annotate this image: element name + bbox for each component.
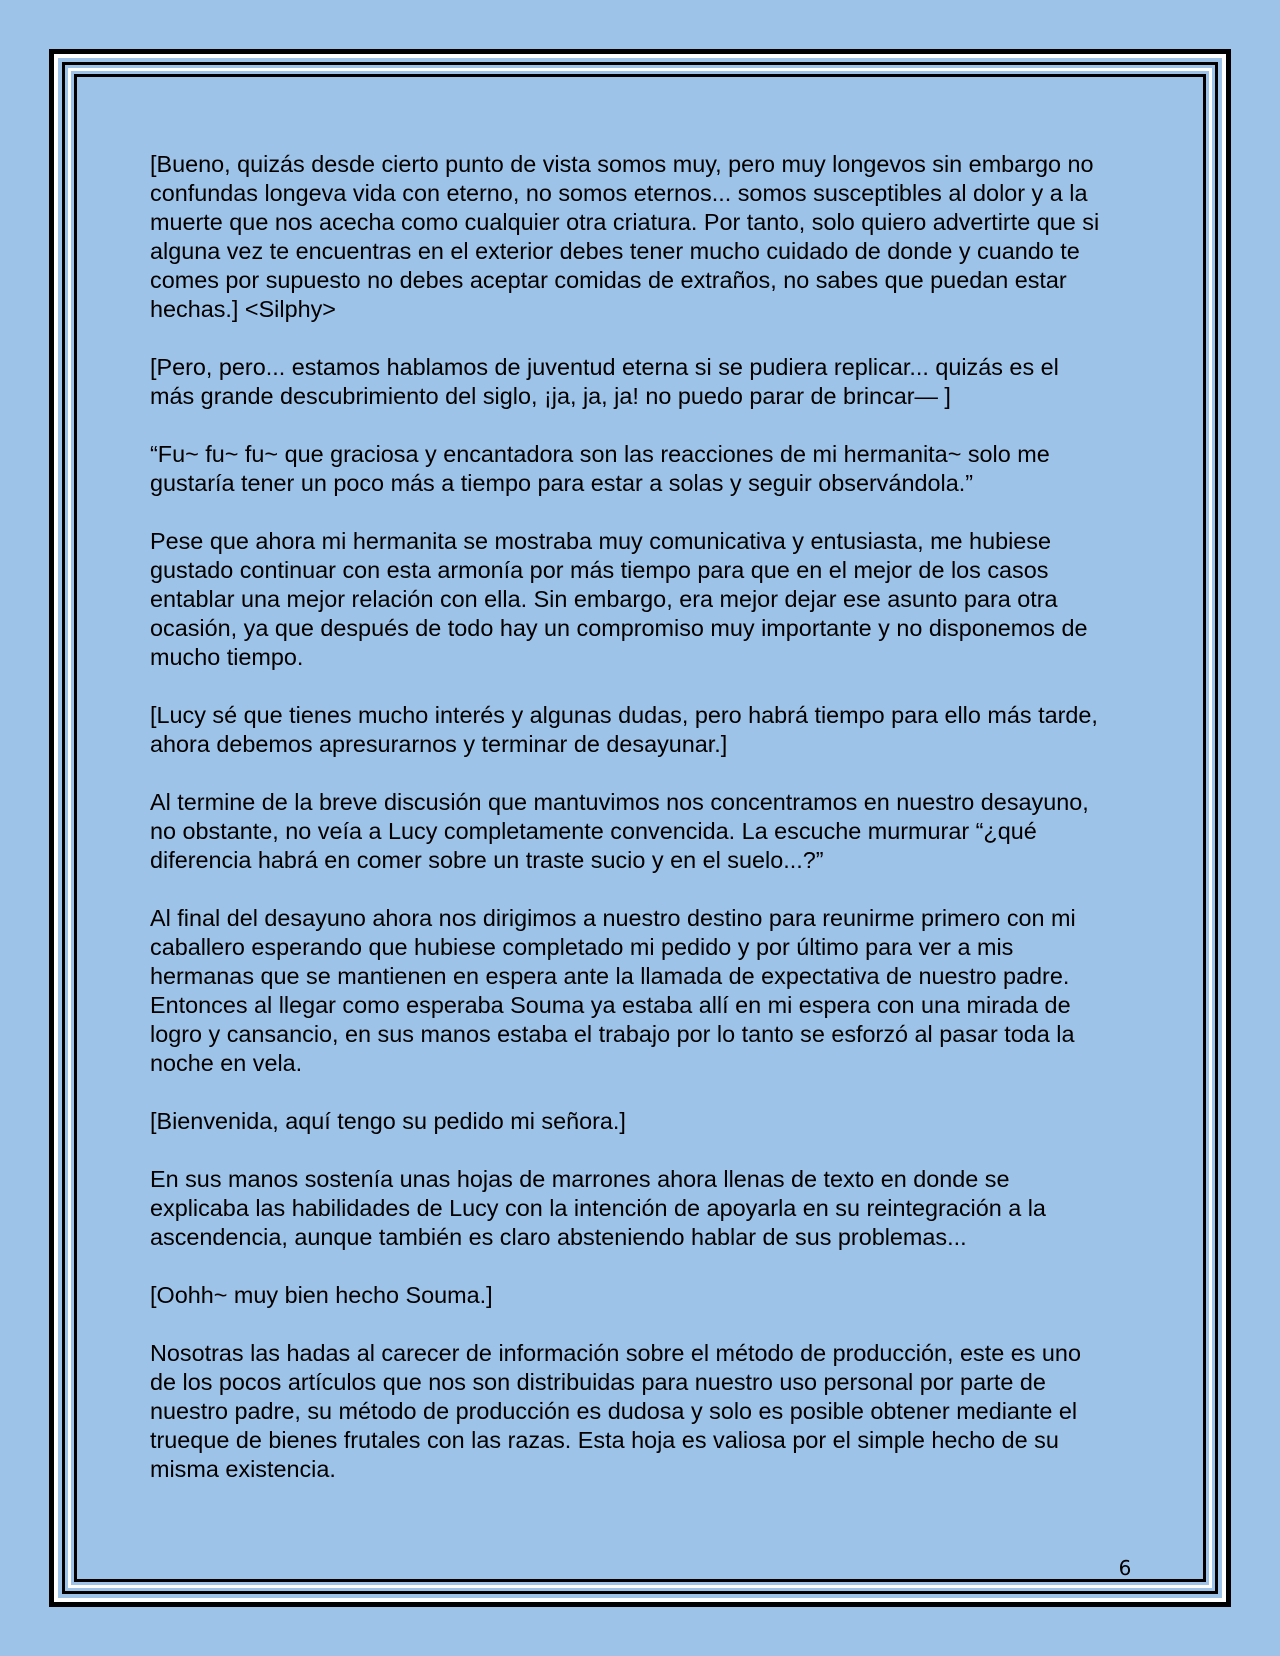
paragraph-3: “Fu~ fu~ fu~ que graciosa y encantadora son las reacciones de mi hermanita~ solo me gustaría tener un poco más a tiempo para estar a solas y seguir observándola.” [150,441,1050,496]
paragraph-7: Al final del desayuno ahora nos dirigimos a nuestro destino para reunirme primero con mi caballero esperando que hubiese completado mi pedido y por último para ver a mis hermanas que se mantienen en espera ante la llamada de expectativa de nuestro padre. Entonces al llegar como esperaba Souma ya estaba allí en mi espera con una mirada de logro y cansancio, en sus manos estaba el trabajo por lo tanto se esforzó al pasar toda la noche en vela. [150,905,1076,1076]
paragraph-5: [Lucy sé que tienes mucho interés y algunas dudas, pero habrá tiempo para ello más tarde, ahora debemos apresurarnos y terminar de desayunar.] [150,702,1098,757]
paragraph-1: [Bueno, quizás desde cierto punto de vista somos muy, pero muy longevos sin embargo no confundas longeva vida con eterno, no somos eternos... somos susceptibles al dolor y a la muerte que nos acecha como cualquier otra criatura. Por tanto, solo quiero advertirte que si alguna vez te encuentras en el exterior debes tener mucho cuidado de donde y cuando te comes por supuesto no debes aceptar comidas de extraños, no sabes que puedan estar hechas.] <Silphy> [150,151,1100,322]
paragraph-9: En sus manos sostenía unas hojas de marrones ahora llenas de texto en donde se explicaba las habilidades de Lucy con la intención de apoyarla en su reintegración a la ascendencia, aunque también es claro absteniendo hablar de sus problemas... [150,1166,1046,1250]
paragraph-4: Pese que ahora mi hermanita se mostraba muy comunicativa y entusiasta, me hubiese gustado continuar con esta armonía por más tiempo para que en el mejor de los casos entablar una mejor relación con ella. Sin embargo, era mejor dejar ese asunto para otra ocasión, ya que después de todo hay un compromiso muy importante y no disponemos de mucho tiempo. [150,528,1088,670]
paragraph-2: [Pero, pero... estamos hablamos de juventud eterna si se pudiera replicar... quizás es el más grande descubrimiento del siglo, ¡ja, ja, ja! no puedo parar de brincar— ] [150,354,1059,409]
paragraph-10: [Oohh~ muy bien hecho Souma.] [150,1282,493,1308]
paragraph-6: Al termine de la breve discusión que mantuvimos nos concentramos en nuestro desayuno, no obstante, no veía a Lucy completamente convencida. La escuche murmurar “¿qué diferencia habrá en comer sobre un traste sucio y en el suelo...?” [150,789,1089,873]
paragraph-8: [Bienvenida, aquí tengo su pedido mi señora.] [150,1108,626,1134]
document-body [150,150,1100,1513]
page-number: 6 [1118,1556,1132,1580]
paragraph-11: Nosotras las hadas al carecer de información sobre el método de producción, este es uno de los pocos artículos que nos son distribuidas para nuestro uso personal por parte de nuestro padre, su método de producción es dudosa y solo es posible obtener mediante el trueque de bienes frutales con las razas. Esta hoja es valiosa por el simple hecho de su misma existencia. [150,1340,1081,1482]
